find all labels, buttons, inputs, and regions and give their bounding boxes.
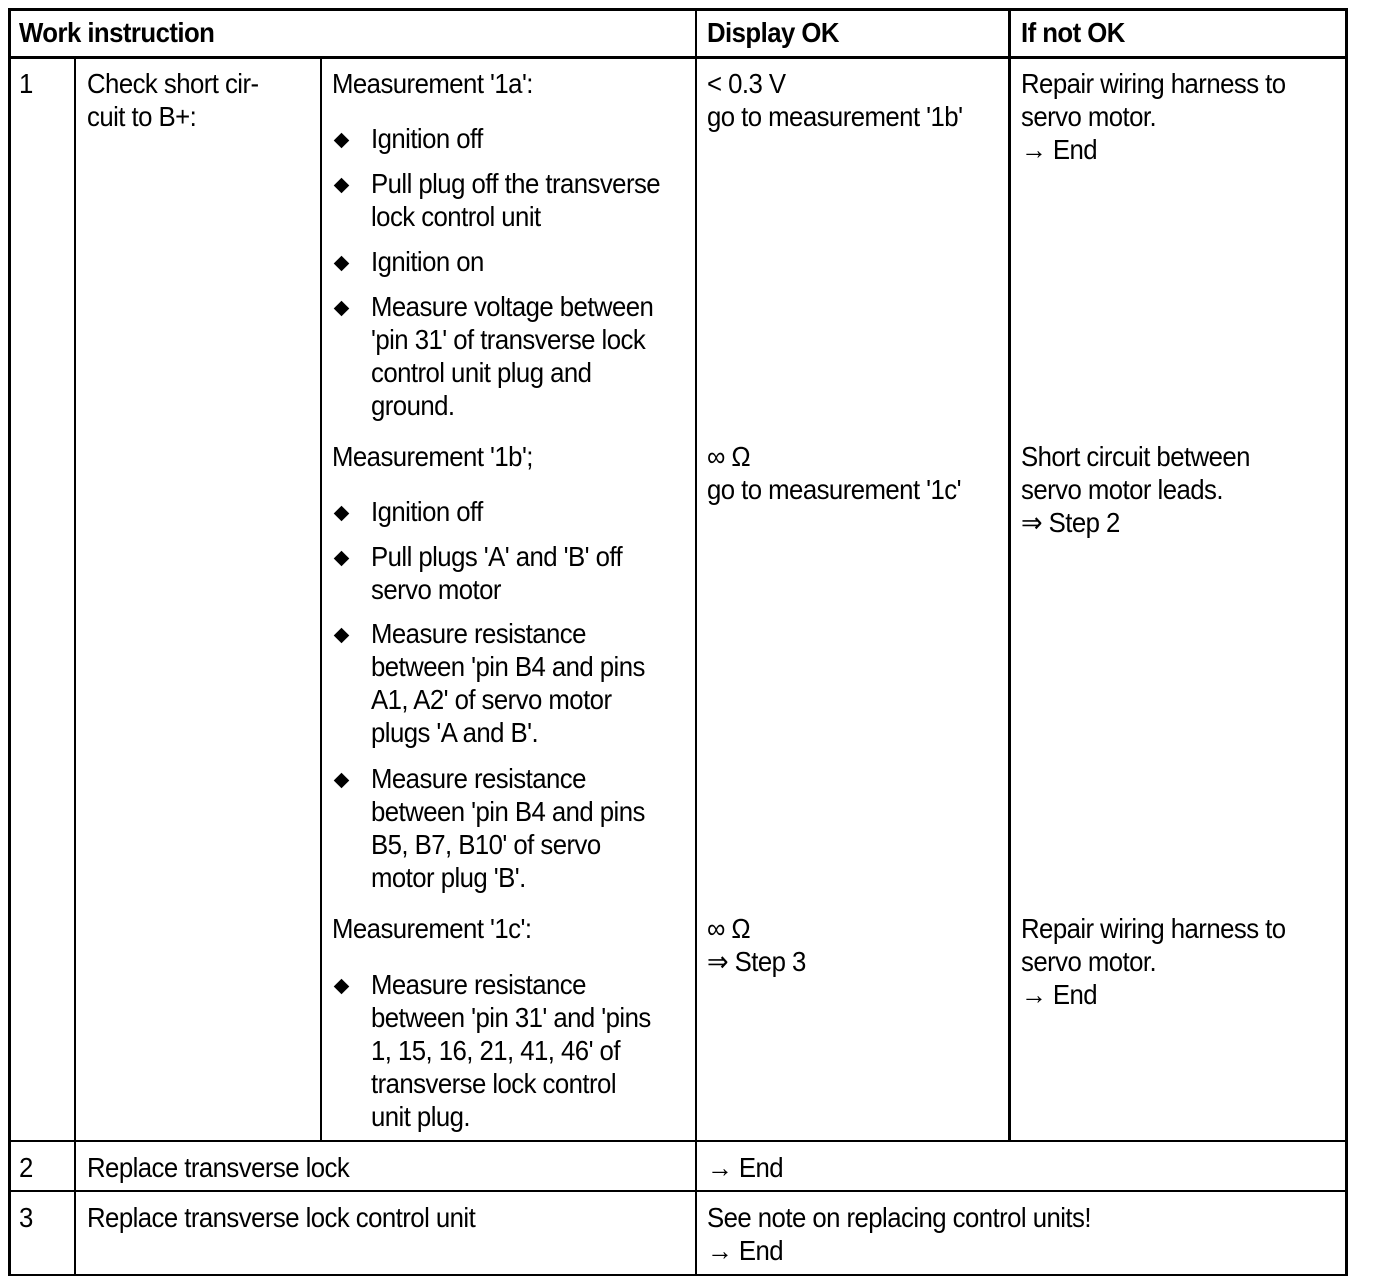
table-border-right [1345, 8, 1348, 1276]
header-display-ok: Display OK [707, 17, 839, 48]
step1-title: Check short cir- cuit to B+: [87, 68, 259, 132]
step2-number: 2 [19, 1152, 33, 1183]
table-border-bottom [8, 1274, 1348, 1276]
m1b-bullet-2: Pull plugs 'A' and 'B' off servo motor [371, 541, 623, 605]
bullet-icon [334, 256, 350, 272]
m1c-if-not-ok: Repair wiring harness to servo motor. → End [1021, 913, 1286, 1010]
step3-number: 3 [19, 1202, 33, 1233]
bullet-icon [334, 506, 350, 522]
table-border-left [8, 8, 11, 1276]
m1a-bullet-2: Pull plug off the transverse lock control unit [371, 168, 661, 232]
number-column-divider [74, 57, 76, 1276]
bullet-icon [334, 979, 350, 995]
step3-display-ok: See note on replacing control units! → End [707, 1202, 1091, 1266]
m1a-if-not-ok: Repair wiring harness to servo motor. → End [1021, 68, 1286, 165]
m1a-bullet-4: Measure voltage between 'pin 31' of transverse lock control unit plug and ground. [371, 291, 654, 421]
notok-column-divider [1008, 8, 1011, 1142]
table-border-top [8, 8, 1348, 11]
work-instruction-table [8, 8, 1348, 1276]
m1c-bullet-1: Measure resistance between 'pin 31' and 'pins 1, 15, 16, 21, 41, 46' of transverse lock control unit plug. [371, 969, 651, 1132]
header-work-instruction: Work instruction [19, 17, 215, 48]
measurement-1a-label: Measurement '1a': [332, 68, 533, 99]
bullet-icon [334, 301, 350, 317]
header-divider [8, 56, 1348, 59]
header-if-not-ok: If not OK [1021, 17, 1125, 48]
bullet-icon [334, 628, 350, 644]
m1b-bullet-1: Ignition off [371, 496, 483, 527]
step3-instruction: Replace transverse lock control unit [87, 1202, 476, 1233]
row2-divider [8, 1190, 1348, 1192]
bullet-icon [334, 133, 350, 149]
step1-number: 1 [19, 68, 33, 99]
m1b-display-ok: ∞ Ω go to measurement '1c' [707, 441, 962, 505]
m1a-bullet-1: Ignition off [371, 123, 483, 154]
m1a-display-ok: < 0.3 V go to measurement '1b' [707, 68, 963, 132]
step2-instruction: Replace transverse lock [87, 1152, 350, 1183]
step2-display-ok: → End [707, 1152, 784, 1183]
m1b-bullet-3: Measure resistance between 'pin B4 and pins A1, A2' of servo motor plugs 'A and B'. [371, 618, 645, 748]
bullet-icon [334, 178, 350, 194]
display-column-divider [695, 8, 697, 1276]
m1b-bullet-4: Measure resistance between 'pin B4 and pins B5, B7, B10' of servo motor plug 'B'. [371, 763, 645, 893]
measurement-1b-label: Measurement '1b'; [332, 441, 533, 472]
bullet-icon [334, 773, 350, 789]
row1-divider [8, 1140, 1348, 1142]
measurement-1c-label: Measurement '1c': [332, 913, 532, 944]
m1b-if-not-ok: Short circuit between servo motor leads. ⇒ Step 2 [1021, 441, 1250, 538]
m1a-bullet-3: Ignition on [371, 246, 484, 277]
m1c-display-ok: ∞ Ω ⇒ Step 3 [707, 913, 806, 977]
step1-inner-divider [320, 57, 322, 1142]
bullet-icon [334, 551, 350, 567]
